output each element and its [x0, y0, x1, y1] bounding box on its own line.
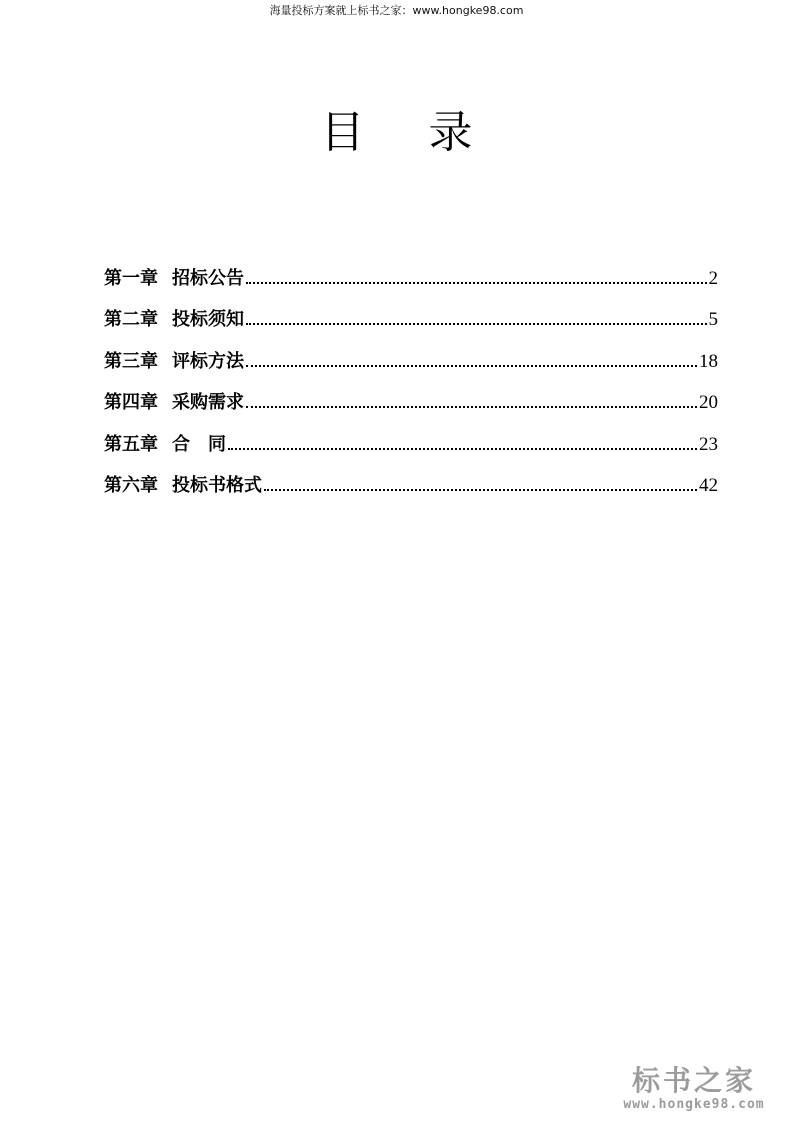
toc-page-number: 42: [699, 475, 718, 496]
toc-chapter-title: 投标须知: [172, 309, 244, 330]
toc-chapter-title: 招标公告: [172, 267, 244, 289]
toc-page-number: 23: [699, 433, 718, 455]
toc-leader-dots: [246, 282, 707, 284]
toc-leader-dots: [264, 489, 697, 491]
toc-chapter-label: 第四章: [104, 392, 158, 413]
watermark-url: www.hongke98.com: [623, 1097, 765, 1112]
toc-chapter-label: 第二章: [104, 309, 158, 330]
toc-chapter-title: 评标方法: [172, 350, 244, 372]
toc-entry-6[interactable]: [104, 454, 718, 496]
watermark-brand-text: 标书之家: [631, 1064, 756, 1098]
toc-chapter-label: 第五章: [104, 433, 158, 455]
toc-chapter-label: 第三章: [104, 350, 158, 372]
toc-page-number: 5: [708, 309, 718, 330]
toc-page-number: 2: [708, 267, 718, 289]
table-of-contents: [104, 246, 718, 495]
toc-entry-4[interactable]: [104, 371, 718, 413]
toc-entry-2[interactable]: [104, 288, 718, 330]
toc-entry-5[interactable]: [104, 412, 718, 454]
toc-chapter-label: 第一章: [104, 267, 158, 289]
toc-page-number: 20: [699, 392, 718, 413]
toc-chapter-title: 投标书格式: [172, 475, 262, 496]
title-char-1: 目: [320, 107, 365, 158]
toc-leader-dots: [228, 448, 697, 450]
toc-leader-dots: [246, 406, 697, 408]
toc-chapter-title: 采购需求: [172, 392, 244, 413]
toc-entry-3[interactable]: [104, 329, 718, 371]
watermark-logo: [609, 1066, 779, 1112]
toc-leader-dots: [246, 365, 697, 367]
toc-chapter-label: 第六章: [104, 475, 158, 496]
title-char-2: 录: [428, 107, 473, 158]
toc-page-number: 18: [699, 350, 718, 372]
page-title: [0, 96, 793, 160]
toc-leader-dots: [246, 323, 707, 325]
toc-entry-1[interactable]: [104, 246, 718, 288]
header-banner: 海量投标方案就上标书之家：www.hongke98.com: [269, 4, 524, 17]
toc-chapter-title: 合 同: [172, 433, 226, 455]
